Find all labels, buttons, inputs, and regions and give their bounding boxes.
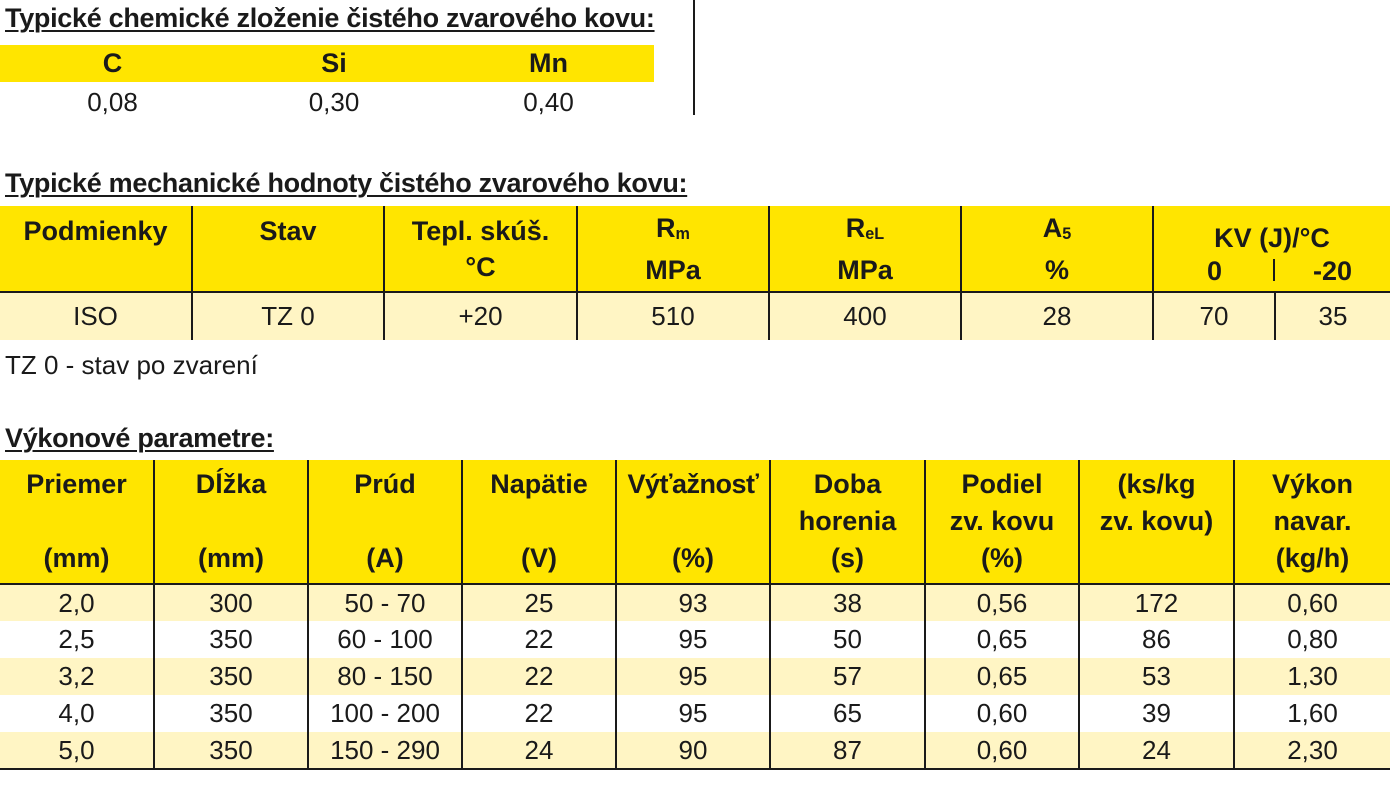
mech-header-kv-m20: -20 [1312,256,1353,286]
perf-cell-doba-horenia: 65 [770,695,925,732]
chem-value-mn: 0,40 [523,86,574,117]
perf-cell-priemer: 2,5 [0,621,154,658]
perf-cell-vykon: 2,30 [1287,734,1338,765]
mech-header-stav: Stav [192,206,384,292]
mech-header-a5 [961,206,1153,292]
perf-header-prud: Prúd (A) [308,460,462,584]
perf-row [0,732,1390,769]
perf-cell-doba-horenia: 50 [770,621,925,658]
perf-cell-priemer: 2,0 [0,584,154,621]
perf-cell-doba-horenia: 57 [770,658,925,695]
perf-header-dlzka: Dĺžka (mm) [154,460,308,584]
perf-header-doba-horenia: Doba horenia (s) [770,460,925,584]
mech-header-a5-unit: % [1044,254,1069,285]
perf-row [0,658,1390,695]
mech-table [0,206,1390,340]
mech-cell-a5: 28 [961,292,1153,340]
perf-header-row [0,460,1390,584]
perf-row [0,621,1390,658]
mech-header-tepl-line2: °C [465,251,496,282]
perf-cell-podiel: 0,60 [925,732,1079,769]
mech-title: Typické mechanické hodnoty čistého zvarového kovu: [5,168,688,198]
mech-header-tepl-line1: Tepl. skúš. [411,215,550,246]
perf-header-priemer: Priemer (mm) [0,460,154,584]
perf-cell-podiel: 0,60 [925,695,1079,732]
perf-cell-priemer: 3,2 [0,658,154,695]
perf-cell-prud: 150 - 290 [308,732,462,769]
mech-cell-kv-m20: 35 [1318,301,1348,331]
perf-header-vytaznost: Výťažnosť (%) [616,460,770,584]
chem-header-mn: Mn [529,48,568,78]
perf-cell-dlzka: 350 [154,695,308,732]
chem-title: Typické chemické zloženie čistého zvarového kovu: [5,3,655,33]
perf-cell-prud: 60 - 100 [308,621,462,658]
perf-cell-prud: 80 - 150 [308,658,462,695]
mech-cell-podmienky: ISO [0,292,192,340]
chem-value-c: 0,08 [87,86,138,117]
perf-cell-napatie: 22 [462,621,616,658]
mech-cell-stav: TZ 0 [192,292,384,340]
perf-cell-vytaznost: 90 [616,732,770,769]
perf-header-ks-kg: (ks/kg zv. kovu) [1079,460,1234,584]
mech-header-rm-unit: MPa [645,254,701,285]
chem-value-si: 0,30 [308,86,360,117]
mech-header-podmienky: Podmienky [0,206,192,292]
mech-cell-rel: 400 [769,292,961,340]
mech-header-rm [577,206,769,292]
perf-table [0,460,1390,770]
perf-cell-dlzka: 300 [154,584,308,621]
perf-cell-doba-horenia: 38 [770,584,925,621]
perf-cell-priemer: 5,0 [0,732,154,769]
chem-header-si: Si [321,48,347,78]
mech-header-a5-symbol: $A_5$ [1042,212,1072,243]
perf-cell-napatie: 25 [462,584,616,621]
perf-cell-vytaznost: 95 [616,695,770,732]
perf-cell-vytaznost: 95 [616,658,770,695]
perf-cell-napatie: 24 [462,732,616,769]
mech-cell-kv-0: 70 [1153,292,1275,340]
perf-cell-vykon: 1,30 [1287,661,1338,691]
perf-header-napatie: Napätie (V) [462,460,616,584]
perf-cell-ks-kg: 172 [1079,584,1234,621]
perf-header-vykon: Výkon navar. (kg/h) [1271,469,1354,573]
perf-cell-vykon: 0,60 [1287,587,1338,618]
perf-cell-vytaznost: 93 [616,584,770,621]
perf-cell-prud: 50 - 70 [308,584,462,621]
mech-header-rel-symbol: $R_{eL}$ [845,212,885,243]
perf-cell-podiel: 0,65 [925,658,1079,695]
perf-header-podiel: Podiel zv. kovu (%) [925,460,1079,584]
mech-header-kv: KV (J)/°C [1214,223,1330,253]
chem-table [0,45,654,122]
mech-header-rel-unit: MPa [837,254,893,285]
perf-cell-ks-kg: 39 [1079,695,1234,732]
perf-cell-vykon: 0,80 [1287,624,1338,654]
perf-cell-napatie: 22 [462,658,616,695]
perf-cell-vykon: 1,60 [1287,698,1338,728]
perf-cell-ks-kg: 53 [1079,658,1234,695]
mech-header-tepl [384,206,577,292]
perf-cell-doba-horenia: 87 [770,732,925,769]
mech-header-rm-symbol: $R_m$ [656,212,690,243]
mech-note: TZ 0 - stav po zvarení [5,350,258,380]
perf-row [0,695,1390,732]
kv-subdivider [1273,259,1275,281]
mech-header-kv-0: 0 [1153,256,1275,292]
perf-cell-prud: 100 - 200 [308,695,462,732]
perf-cell-podiel: 0,56 [925,584,1079,621]
mech-cell-rm: 510 [577,292,769,340]
perf-body [0,584,1390,769]
perf-cell-napatie: 22 [462,695,616,732]
perf-cell-dlzka: 350 [154,732,308,769]
perf-row [0,584,1390,621]
vertical-rule [693,0,695,115]
perf-cell-dlzka: 350 [154,658,308,695]
perf-cell-priemer: 4,0 [0,695,154,732]
perf-cell-ks-kg: 24 [1079,732,1234,769]
perf-cell-dlzka: 350 [154,621,308,658]
perf-cell-ks-kg: 86 [1079,621,1234,658]
chem-header-c: C [102,48,123,78]
perf-title: Výkonové parametre: [5,423,274,453]
mech-cell-tepl: +20 [384,292,577,340]
perf-cell-podiel: 0,65 [925,621,1079,658]
perf-cell-vytaznost: 95 [616,621,770,658]
mech-header-rel [769,206,961,292]
